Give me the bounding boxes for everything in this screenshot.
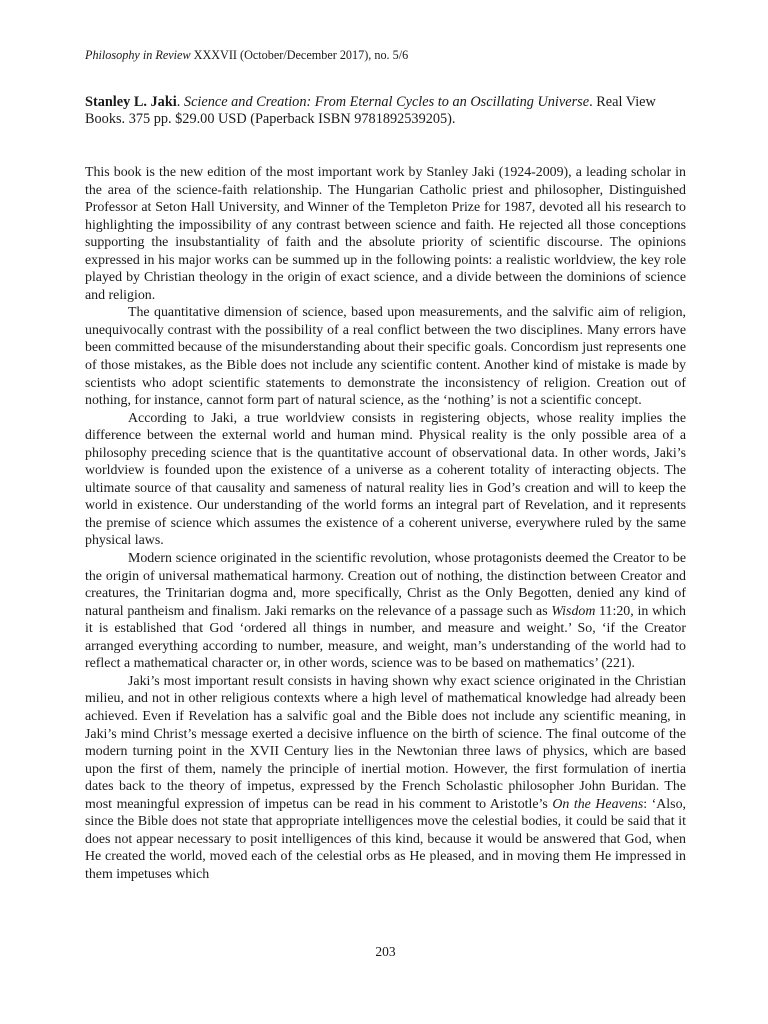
- paragraph-4: [85, 550, 686, 673]
- journal-name: Philosophy in Review: [85, 48, 191, 62]
- volume-issue: XXXVII (October/December 2017), no. 5/6: [190, 48, 409, 62]
- wisdom-reference: Wisdom: [551, 603, 596, 619]
- review-body: [85, 164, 686, 883]
- paragraph-5-part-a: Jaki’s most important result consists in having shown why exact science originated in the Christian milieu, and not in other religious contexts where a high level of mathematical knowledge had already been achieved. Even if Revelation has a salvific goal and the Bible does not include any scientific meaning, in Jaki’s mind Christ’s message exerted a decisive influence on the birth of science. The final outcome of the modern turning point in the XVII Century lies in the Newtonian three laws of physics, which are based upon the first of them, namely the principle of inertial motion. However, the first formulation of inertia dates back to the theory of impetus, expressed by the French Scholastic philosopher John Buridan. The most meaningful expression of impetus can be read in his comment to Aristotle’s: [85, 673, 686, 812]
- running-header: [85, 47, 408, 63]
- paragraph-1: This book is the new edition of the most important work by Stanley Jaki (1924-2009), a leading scholar in the area of the science-faith relationship. The Hungarian Catholic priest and philosopher, Distinguished Professor at Seton Hall University, and Winner of the Templeton Prize for 1987, devoted all his research to highlighting the impossibility of any contrast between science and faith. He rejected all those conceptions supporting the insubstantiality of faith and the absolute priority of scientific discourse. The opinions expressed in his major works can be summed up in the following points: a realistic worldview, the key role played by Christian theology in the origin of exact science, and a divide between the dominions of science and religion.: [85, 165, 686, 303]
- paragraph-3: According to Jaki, a true worldview consists in registering objects, whose reality implies the difference between the external world and human mind. Physical reality is the only possible area of a philosophy preceding science that is the quantitative account of observational data. In other words, Jaki’s worldview is founded upon the existence of a universe as a coherent totality of interacting objects. The ultimate source of that causality and sameness of natural reality lies in God’s creation and will to keep the world in existence. Our understanding of the world forms an integral part of Revelation, and it represents the premise of science which assumes the existence of a coherent universe, everywhere ruled by the same physical laws.: [85, 410, 686, 549]
- book-author: Stanley L. Jaki: [85, 94, 177, 110]
- book-title: Science and Creation: From Eternal Cycles to an Oscillating Universe: [183, 94, 590, 110]
- paragraph-4-part-a: Modern science originated in the scientific revolution, whose protagonists deemed the Creator to be the origin of universal mathematical harmony. Creation out of nothing, the distinction between Creator and creatures, the Trinitarian dogma and, more specifically, Christ as the Only Begotten, denied any kind of natural pantheism and finalism. Jaki remarks on the relevance of a passage such as: [85, 551, 686, 619]
- on-the-heavens-reference: On the Heavens: [552, 796, 644, 812]
- page-number: 203: [375, 944, 396, 959]
- book-citation: Stanley L. Jaki. Science and Creation: From Eternal Cycles to an Oscillating Universe. Real View Books. 375 pp. $29.00 USD (Paperback ISBN 9781892539205).: [85, 94, 656, 128]
- paragraph-5-part-b: : ‘Also, since the Bible does not state that appropriate intelligences move the celestial bodies, it could be said that it does not appear necessary to posit intelligences of this kind, because it would be answered that God, when He created the world, moved each of the celestial orbs as He pleased, and in moving them He impressed in them impetuses which: [85, 796, 686, 882]
- paragraph-4-part-b: 11:20, in which it is established that God ‘ordered all things in number, and measure and weight.’ So, ‘if the Creator arranged everything according to number, measure, and weight, man’s understanding of the world had to reflect a mathematical character or, in other words, science was to be based on mathematics’ (221).: [85, 603, 686, 672]
- paragraph-5: [85, 673, 686, 884]
- paragraph-2: The quantitative dimension of science, based upon measurements, and the salvific aim of religion, unequivocally contrast with the possibility of a real conflict between the two disciplines. Many errors have been committed because of the misunderstanding about their specific goals. Concordism just represents one of those mistakes, as the Bible does not include any scientific content. Another kind of mistake is made by scientists who adopt scientific statements to demonstrate the inconsistency of religion. Creation out of nothing, for instance, cannot form part of natural science, as the ‘nothing’ is not a scientific concept.: [85, 305, 686, 409]
- publication-details: . Real View Books. 375 pp. $29.00 USD (Paperback ISBN 9781892539205).: [85, 94, 656, 128]
